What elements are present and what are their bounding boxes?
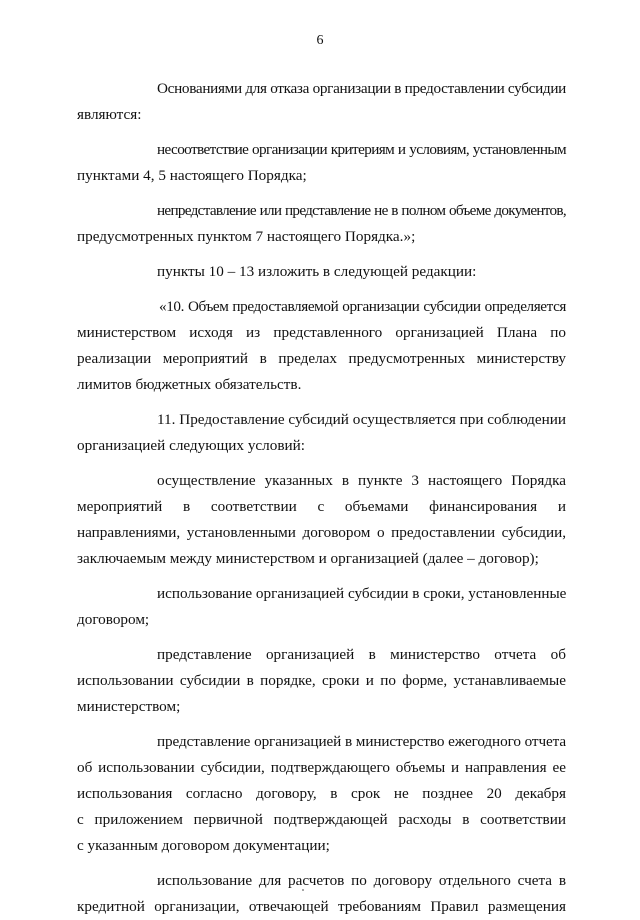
- text-line: представление организацией в министерство ежегодного отчета: [157, 733, 566, 750]
- text-line: использование организацией субсидии в сроки, установленные: [157, 585, 567, 602]
- text-line: использование для расчетов по договору отдельного счета в: [157, 872, 566, 889]
- text-line: предусмотренных пунктом 7 настоящего Порядка.»;: [77, 228, 416, 245]
- paragraph: [77, 407, 566, 459]
- text-line: министерством исходя из представленного организацией Плана по: [77, 324, 566, 341]
- text-line: направлениями, установленными договором о предоставлении субсидии,: [77, 524, 566, 541]
- text-line: заключаемым между министерством и организацией (далее – договор);: [77, 550, 539, 567]
- text-line: 11. Предоставление субсидий осуществляется при соблюдении: [157, 411, 566, 428]
- text-line: организацией следующих условий:: [77, 437, 305, 454]
- paragraph: [77, 198, 566, 250]
- text-line: несоответствие организации критериям и условиям, установленным: [157, 141, 566, 158]
- text-line: министерством;: [77, 698, 181, 715]
- paragraph: [77, 642, 566, 720]
- document-body: [77, 76, 566, 920]
- text-line: с приложением первичной подтверждающей расходы в соответствии: [77, 811, 566, 828]
- text-line: договором;: [77, 611, 150, 628]
- text-line: реализации мероприятий в пределах предусмотренных министерству: [77, 350, 566, 367]
- text-line: Основаниями для отказа организации в предоставлении субсидии: [157, 80, 567, 97]
- text-line: об использовании субсидии, подтверждающего объемы и направления ее: [77, 759, 566, 776]
- paragraph: [77, 581, 566, 633]
- scan-speck: [302, 889, 304, 891]
- paragraph: [77, 294, 566, 398]
- text-line: с указанным договором документации;: [77, 837, 330, 854]
- text-line: непредставление или представление не в полном объеме документов,: [157, 202, 566, 219]
- text-line: использования согласно договору, в срок не позднее 20 декабря: [77, 785, 566, 802]
- paragraph: [77, 868, 566, 920]
- text-line: использовании субсидии в порядке, сроки и по форме, устанавливаемые: [77, 672, 566, 689]
- text-line: являются:: [77, 106, 142, 123]
- text-line: лимитов бюджетных обязательств.: [77, 376, 302, 393]
- paragraph: [77, 76, 566, 128]
- paragraph: [77, 729, 566, 859]
- text-line: «10. Объем предоставляемой организации субсидии определяется: [159, 298, 566, 315]
- text-line: осуществление указанных в пункте 3 настоящего Порядка: [157, 472, 566, 489]
- paragraph: [77, 468, 566, 572]
- page-number: 6: [316, 33, 324, 48]
- text-line: мероприятий в соответствии с объемами финансирования и: [77, 498, 566, 515]
- text-line: представление организацией в министерство отчета об: [157, 646, 566, 663]
- paragraph: [77, 259, 566, 285]
- text-line: пункты 10 – 13 изложить в следующей редакции:: [157, 263, 477, 280]
- paragraph: [77, 137, 566, 189]
- text-line: пунктами 4, 5 настоящего Порядка;: [77, 167, 307, 184]
- text-line: кредитной организации, отвечающей требованиям Правил размещения: [77, 898, 566, 915]
